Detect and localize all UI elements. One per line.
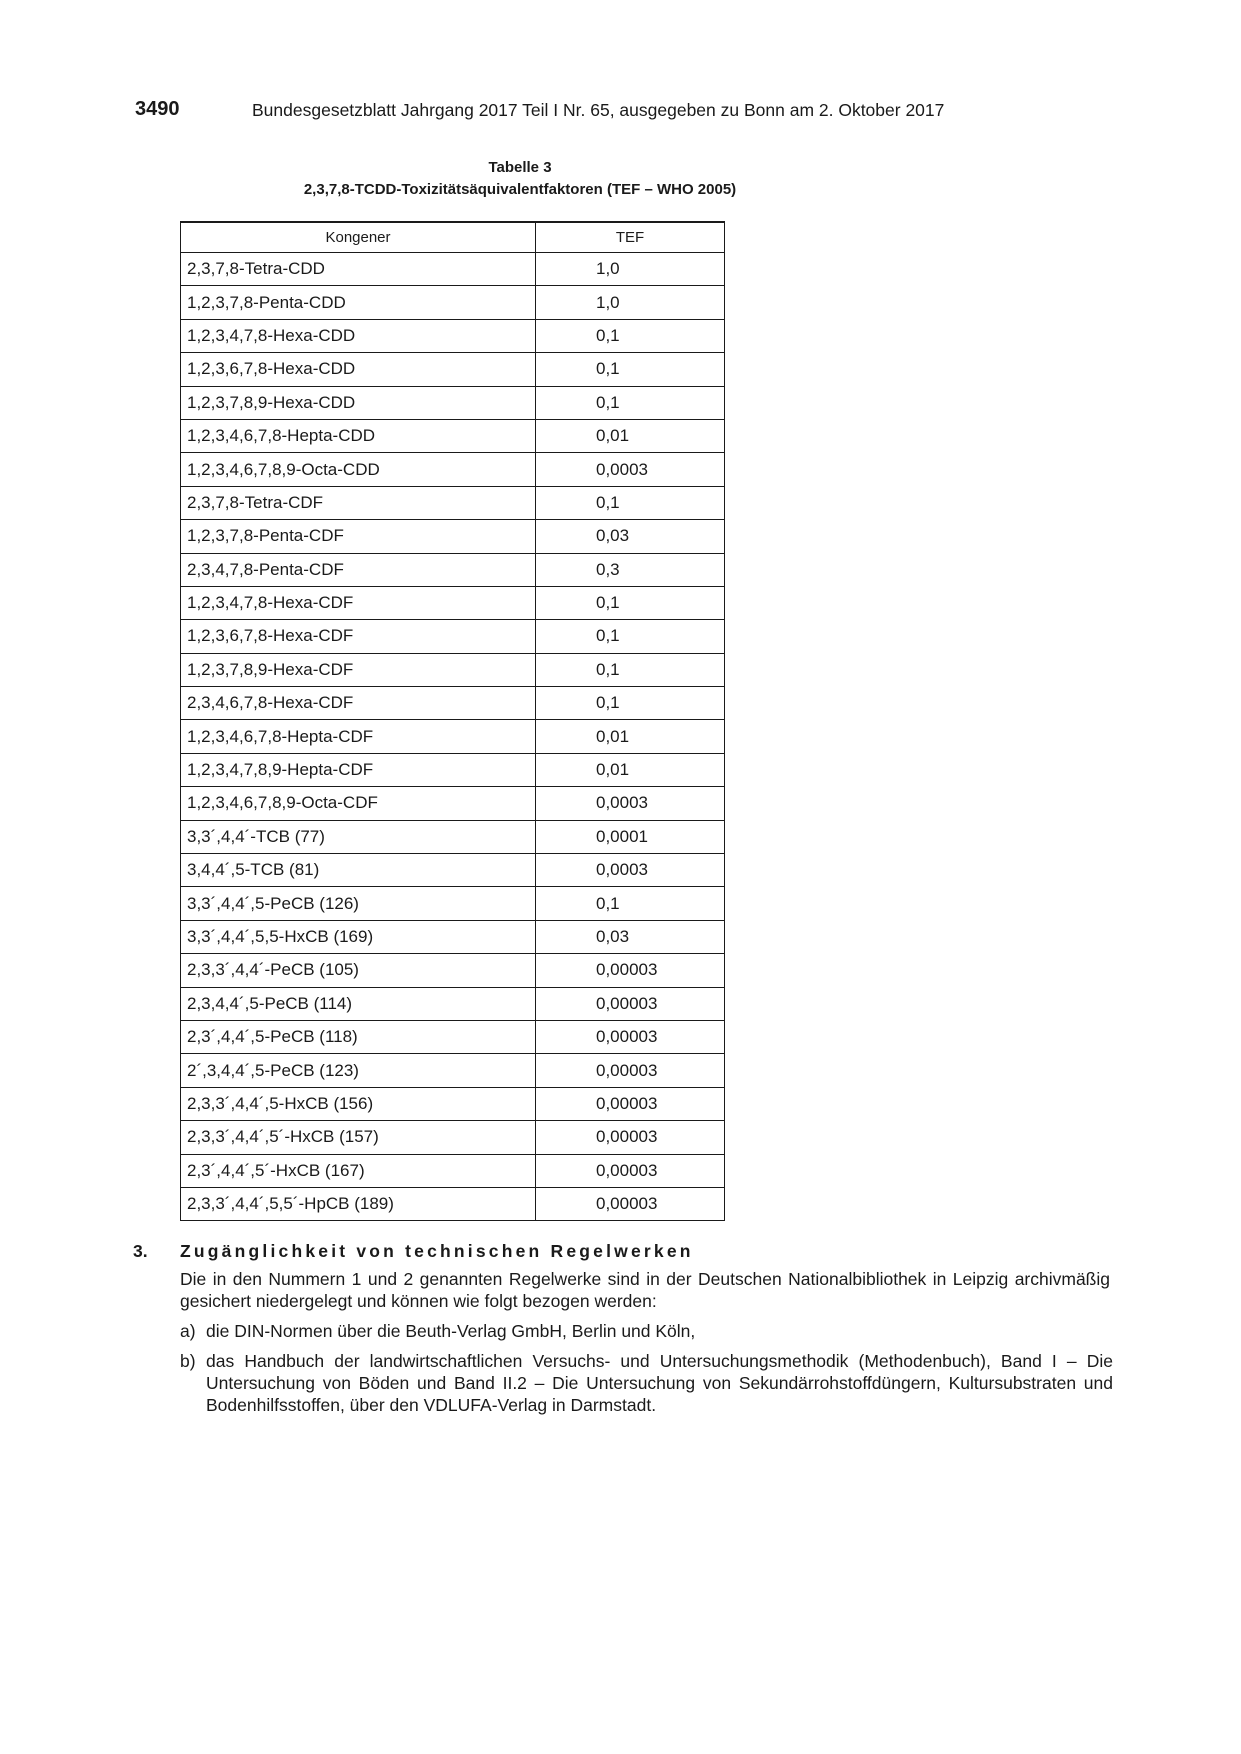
tef-cell: 0,1 bbox=[536, 353, 725, 386]
table-row bbox=[181, 319, 725, 352]
table-row bbox=[181, 520, 725, 553]
tef-cell: 0,3 bbox=[536, 553, 725, 586]
list-item bbox=[180, 1320, 1113, 1342]
table-row bbox=[181, 854, 725, 887]
kongener-cell: 1,2,3,6,7,8-Hexa-CDF bbox=[181, 620, 536, 653]
column-header-tef: TEF bbox=[536, 222, 725, 253]
kongener-cell: 1,2,3,6,7,8-Hexa-CDD bbox=[181, 353, 536, 386]
table-row bbox=[181, 720, 725, 753]
table-header-row bbox=[181, 222, 725, 253]
table-row bbox=[181, 419, 725, 452]
tef-cell: 0,0003 bbox=[536, 787, 725, 820]
table-row bbox=[181, 653, 725, 686]
kongener-cell: 2,3,3´,4,4´,5-HxCB (156) bbox=[181, 1087, 536, 1120]
tef-table bbox=[180, 221, 725, 1221]
table-row bbox=[181, 987, 725, 1020]
tef-cell: 0,1 bbox=[536, 586, 725, 619]
table-body bbox=[181, 253, 725, 1221]
table-row bbox=[181, 620, 725, 653]
list-item-text: die DIN-Normen über die Beuth-Verlag GmbH, Berlin und Köln, bbox=[206, 1321, 696, 1341]
tef-cell: 1,0 bbox=[536, 253, 725, 286]
table-row bbox=[181, 453, 725, 486]
kongener-cell: 2,3´,4,4´,5-PeCB (118) bbox=[181, 1020, 536, 1053]
table-caption bbox=[200, 157, 840, 201]
table-title: 2,3,7,8-TCDD-Toxizitätsäquivalentfaktoren (TEF – WHO 2005) bbox=[303, 181, 737, 198]
page-number: 3490 bbox=[135, 98, 180, 120]
kongener-cell: 1,2,3,7,8-Penta-CDD bbox=[181, 286, 536, 319]
page-header bbox=[135, 98, 1115, 128]
table-row bbox=[181, 687, 725, 720]
kongener-cell: 1,2,3,7,8,9-Hexa-CDF bbox=[181, 653, 536, 686]
table-row bbox=[181, 1154, 725, 1187]
table-row bbox=[181, 954, 725, 987]
kongener-cell: 1,2,3,4,7,8-Hexa-CDF bbox=[181, 586, 536, 619]
section-intro: Die in den Nummern 1 und 2 genannten Regelwerke sind in der Deutschen Nationalbibliothek in Leipzig archivmäßig gesichert niedergelegt und können wie folgt bezogen werden: bbox=[180, 1269, 1110, 1311]
table-row bbox=[181, 753, 725, 786]
tef-cell: 0,00003 bbox=[536, 987, 725, 1020]
kongener-cell: 2,3´,4,4´,5´-HxCB (167) bbox=[181, 1154, 536, 1187]
kongener-cell: 1,2,3,4,7,8-Hexa-CDD bbox=[181, 319, 536, 352]
table-row bbox=[181, 887, 725, 920]
kongener-cell: 1,2,3,4,6,7,8,9-Octa-CDD bbox=[181, 453, 536, 486]
kongener-cell: 2,3,3´,4,4´-PeCB (105) bbox=[181, 954, 536, 987]
column-header-kongener: Kongener bbox=[181, 222, 536, 253]
list-marker: a) bbox=[180, 1321, 196, 1341]
section-number: 3. bbox=[133, 1241, 148, 1261]
table-label: Tabelle 3 bbox=[488, 159, 552, 176]
kongener-cell: 2,3,4,7,8-Penta-CDF bbox=[181, 553, 536, 586]
tef-cell: 0,00003 bbox=[536, 1154, 725, 1187]
kongener-cell: 3,3´,4,4´,5-PeCB (126) bbox=[181, 887, 536, 920]
kongener-cell: 1,2,3,4,6,7,8-Hepta-CDD bbox=[181, 419, 536, 452]
tef-cell: 0,00003 bbox=[536, 1187, 725, 1220]
tef-cell: 0,1 bbox=[536, 887, 725, 920]
table-row bbox=[181, 1054, 725, 1087]
table-row bbox=[181, 787, 725, 820]
table-row bbox=[181, 1087, 725, 1120]
tef-cell: 0,1 bbox=[536, 486, 725, 519]
table-row bbox=[181, 353, 725, 386]
table-row bbox=[181, 820, 725, 853]
kongener-cell: 2,3,7,8-Tetra-CDD bbox=[181, 253, 536, 286]
tef-cell: 0,1 bbox=[536, 687, 725, 720]
list-item-text: das Handbuch der landwirtschaftlichen Versuchs- und Untersuchungsmethodik (Methodenbuch), Band I – Die Untersuchung von Böden und Band II.2 – Die Untersuchung von Sekundärrohstoffdüngern, Kultursubstraten und Bodenhilfsstoffen, über den VDLUFA-Verlag in Darmstadt. bbox=[206, 1351, 1113, 1415]
kongener-cell: 3,4,4´,5-TCB (81) bbox=[181, 854, 536, 887]
list-marker: b) bbox=[180, 1351, 196, 1371]
table-row bbox=[181, 386, 725, 419]
tef-cell: 0,00003 bbox=[536, 1087, 725, 1120]
tef-cell: 0,0001 bbox=[536, 820, 725, 853]
kongener-cell: 2,3,3´,4,4´,5´-HxCB (157) bbox=[181, 1121, 536, 1154]
table-row bbox=[181, 253, 725, 286]
tef-cell: 0,1 bbox=[536, 386, 725, 419]
kongener-cell: 1,2,3,4,7,8,9-Hepta-CDF bbox=[181, 753, 536, 786]
table-row bbox=[181, 1020, 725, 1053]
kongener-cell: 2´,3,4,4´,5-PeCB (123) bbox=[181, 1054, 536, 1087]
kongener-cell: 1,2,3,4,6,7,8-Hepta-CDF bbox=[181, 720, 536, 753]
tef-cell: 0,01 bbox=[536, 419, 725, 452]
reference-list bbox=[180, 1320, 1113, 1424]
kongener-cell: 2,3,3´,4,4´,5,5´-HpCB (189) bbox=[181, 1187, 536, 1220]
kongener-cell: 1,2,3,7,8,9-Hexa-CDD bbox=[181, 386, 536, 419]
tef-cell: 0,03 bbox=[536, 520, 725, 553]
section-title: Zugänglichkeit von technischen Regelwerken bbox=[180, 1241, 694, 1261]
running-head: Bundesgesetzblatt Jahrgang 2017 Teil I Nr. 65, ausgegeben zu Bonn am 2. Oktober 2017 bbox=[252, 100, 945, 120]
table-row bbox=[181, 586, 725, 619]
tef-cell: 0,00003 bbox=[536, 954, 725, 987]
kongener-cell: 2,3,7,8-Tetra-CDF bbox=[181, 486, 536, 519]
list-item bbox=[180, 1350, 1113, 1416]
table-row bbox=[181, 1121, 725, 1154]
kongener-cell: 3,3´,4,4´-TCB (77) bbox=[181, 820, 536, 853]
kongener-cell: 2,3,4,4´,5-PeCB (114) bbox=[181, 987, 536, 1020]
kongener-cell: 1,2,3,7,8-Penta-CDF bbox=[181, 520, 536, 553]
tef-cell: 0,01 bbox=[536, 753, 725, 786]
tef-cell: 0,00003 bbox=[536, 1020, 725, 1053]
tef-cell: 0,1 bbox=[536, 319, 725, 352]
tef-cell: 0,1 bbox=[536, 653, 725, 686]
tef-cell: 0,00003 bbox=[536, 1054, 725, 1087]
table-row bbox=[181, 920, 725, 953]
table-row bbox=[181, 486, 725, 519]
tef-cell: 0,1 bbox=[536, 620, 725, 653]
table-row bbox=[181, 1187, 725, 1220]
kongener-cell: 3,3´,4,4´,5,5-HxCB (169) bbox=[181, 920, 536, 953]
kongener-cell: 2,3,4,6,7,8-Hexa-CDF bbox=[181, 687, 536, 720]
kongener-cell: 1,2,3,4,6,7,8,9-Octa-CDF bbox=[181, 787, 536, 820]
tef-cell: 0,0003 bbox=[536, 854, 725, 887]
table-row bbox=[181, 553, 725, 586]
tef-cell: 0,01 bbox=[536, 720, 725, 753]
tef-cell: 0,0003 bbox=[536, 453, 725, 486]
tef-cell: 0,00003 bbox=[536, 1121, 725, 1154]
tef-cell: 0,03 bbox=[536, 920, 725, 953]
tef-cell: 1,0 bbox=[536, 286, 725, 319]
table-row bbox=[181, 286, 725, 319]
